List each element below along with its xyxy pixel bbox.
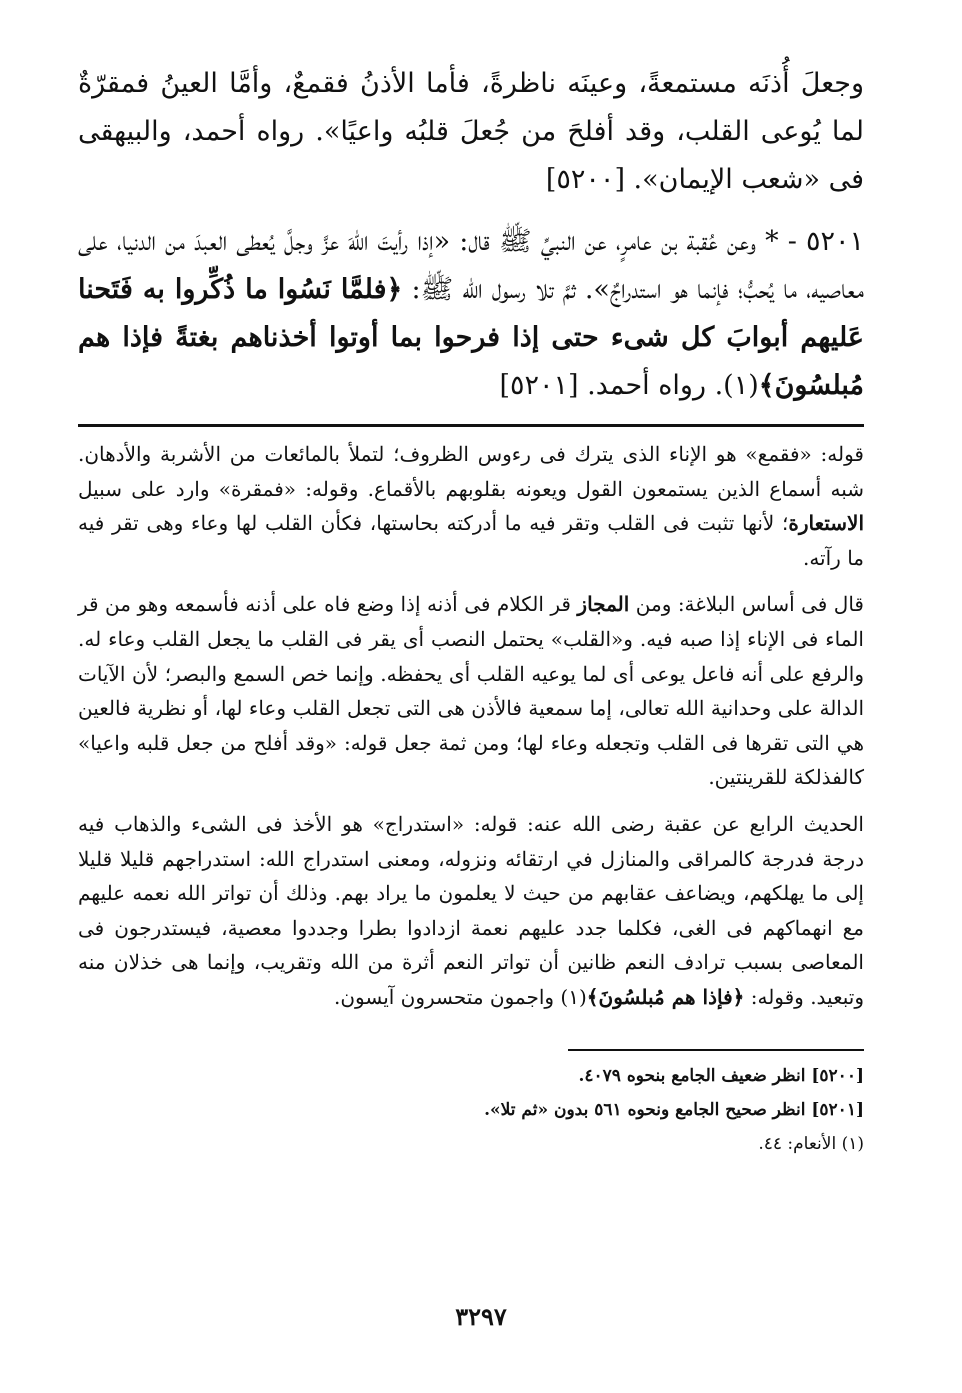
hadith-5200-end bbox=[78, 60, 864, 204]
commentary-3-part-2: (١) واجمون متحسرون آيسون. bbox=[333, 984, 587, 1009]
commentary-paragraph-2 bbox=[78, 587, 864, 795]
commentary-2-part-1: قال فى أساس البلاغة: ومن bbox=[629, 592, 864, 617]
hadith-5200-text: وجعلَ أُذنَه مستمعةً، وعينَه ناظرةً، فأما الأذنُ فقمعٌ، وأمَّا العينُ فمقرّةٌ لما يُوعى القلب، وقد أفلحَ من جُعلَ قلبُه واعيًا». رواه أحمد، والبيهقى فى «شعب الإيمان». [٥٢٠٠] bbox=[78, 68, 864, 195]
commentary-1-part-1: قوله: «فقمع» هو الإناء الذى يترك فى رءوس الظروف؛ لتملأ بالمائعات من الأشربة والأدهان. شبه أسماع الذين يستمعون القول ويعونه بقلوبهم بالأقماع. وقوله: «فمقرة» وارد على سبيل bbox=[78, 442, 864, 501]
footnotes bbox=[78, 1059, 864, 1161]
footnote-5201: [٥٢٠١] انظر صحيح الجامع ونحوه ٥٦١ بدون «ثم تلا». bbox=[484, 1099, 864, 1120]
commentary-2-bold-term: المجاز bbox=[577, 592, 630, 617]
commentary-2-part-2: قر الكلام فى أذنه إذا وضع فاه على أذنه فأسمعه وهو من قر الماء فى الإناء إذا صبه فيه. و«القلب» يحتمل النصب أى يقر فى القلب ما يجعل القلب وعاء له. والرفع على أنه فاعل يوعى أى لما يوعيه القلب أى يحفظه. وإنما خص السمع والبصر؛ لأن الآيات الدالة على وحدانية الله تعالى، إما سمعية فالأذن هى التى تجعل القلب وعاء لها، أو نظرية فالعين هي التى تقرها فى القلب وتجعله وعاء لها؛ ومن ثمة جعل قوله: «وقد أفلح من جعل قلبه واعيا» كالفذلكة للقرينتين. bbox=[78, 592, 864, 790]
footnote-divider bbox=[568, 1049, 864, 1051]
hadith-5201 bbox=[78, 218, 864, 410]
page-body bbox=[78, 60, 864, 1161]
footnote-1: (١) الأنعام: ٤٤. bbox=[758, 1133, 864, 1154]
commentary-3-bold-verse: ﴿فإذا هم مُبلسُونَ﴾ bbox=[586, 984, 745, 1009]
footnote-5200: [٥٢٠٠] انظر ضعيف الجامع بنحوه ٤٠٧٩. bbox=[578, 1065, 864, 1086]
commentary-1-bold-term: الاستعارة bbox=[788, 511, 864, 536]
hadith-5201-reference: (١). رواه أحمد. [٥٢٠١] bbox=[499, 370, 759, 401]
commentary-1-part-2: ؛ لأنها تثبت فى القلب وتقر فيه ما أدركته بحاستها، فكأن القلب لها وعاء وهى تقر فيه ما رآته. bbox=[78, 511, 864, 570]
commentary-3-part-1: الحديث الرابع عن عقبة رضى الله عنه: قوله: «استدراج» هو الأخذ فى الشىء والذهاب فيه درجة فدرجة كالمراقى والمنازل في ارتقائه ونزوله، ومعنى استدراج الله: استدراجهم قليلا قليلا إلى ما يهلكهم، ويضاعف عقابهم من حيث لا يعلمون ما يراد بهم. وذلك أن تواتر الله نعمه عليهم مع انهماكهم فى الغى، فكلما جدد عليهم نعمة ازدادوا بطرا وجددوا معصية، فيستدرجون فى المعاصى بسبب ترادف النعم ظانين أن تواتر النعم أثرة من الله وتقريب، وإنما هى خذلان منه وتبعيد. وقوله: bbox=[78, 811, 864, 1009]
commentary-paragraph-3 bbox=[78, 807, 864, 1015]
quran-verse: ﴿فلمَّا نَسُوا ما ذُكِّروا به فَتَحنا عَليهم أبوابَ كل شىء حتى إذا فرحوا بما أوتوا أخذناهم بغتةً فإذا هم مُبلسُونَ﴾ bbox=[78, 274, 864, 401]
commentary-paragraph-1 bbox=[78, 427, 864, 575]
page-number: ٣٢٩٧ bbox=[455, 1302, 507, 1331]
hadith-5201-text: ٥٢٠١ - * وعن عُقبة بن عامرٍ، عن النبيِّ ﷺ قال: «إذا رأيتَ اللهَ عزَّ وجلَّ يُعطى العبدَ من الدنيا، على معاصيه، ما يُحبُّ؛ فإنما هو استدراجٌ». ثمَّ تلا رسول الله ﷺ: bbox=[78, 226, 864, 305]
